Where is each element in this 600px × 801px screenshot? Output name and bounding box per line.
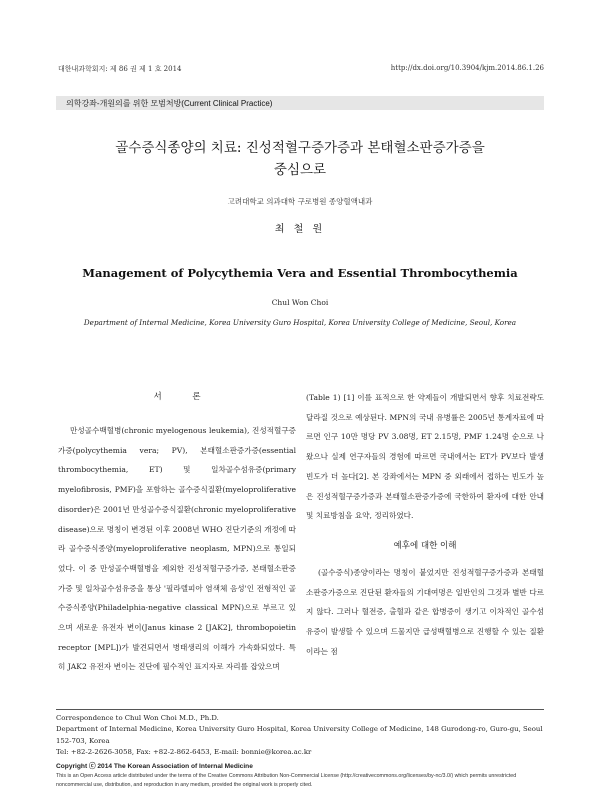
license-text: This is an Open Access article distributed under the terms of the Creative Commons Attribution Non-Commercial License (http://creativecommons.org/licenses/by-nc/3.0/) which permits unrestricted noncommercial use, distribution, and reproduction in any medium, provided the original work is properly cited. xyxy=(56,773,517,788)
footer xyxy=(56,713,546,789)
intro-heading: 서 론 xyxy=(153,392,215,402)
prognosis-heading: 예후에 대한 이해 xyxy=(393,540,457,551)
right-column xyxy=(306,388,544,661)
english-title: Management of Polycythemia Vera and Essential Thrombocythemia xyxy=(82,266,518,280)
copyright: Copyright ⓒ 2014 The Korean Association of Internal Medicine xyxy=(56,762,253,770)
section-band-label: 의학강좌-개원의를 위한 모범처방(Current Clinical Practice) xyxy=(66,99,273,108)
korean-title-line1: 골수증식종양의 치료: 진성적혈구증가증과 본태혈소판증가증을 xyxy=(115,140,485,156)
korean-author: 최 철 원 xyxy=(274,224,326,235)
left-column xyxy=(58,386,296,677)
korean-title-line2: 중심으로 xyxy=(273,162,327,178)
english-affiliation: Department of Internal Medicine, Korea University Guro Hospital, Korea University College of Medicine, Seoul, Korea xyxy=(83,318,517,327)
journal-header: 대한내과학회지: 제 86 권 제 1 호 2014 xyxy=(58,65,182,73)
doi-link[interactable]: http://dx.doi.org/10.3904/kjm.2014.86.1.26 xyxy=(390,64,544,72)
korean-title xyxy=(56,137,544,181)
english-author: Chul Won Choi xyxy=(271,298,329,307)
correspondence: Correspondence to Chul Won Choi M.D., Ph.D. xyxy=(56,714,219,722)
right-paragraph-2: (골수증식)종양이라는 명칭이 붙었지만 진성적혈구증가증과 본태혈소판증가증으로 진단된 환자들의 기대여명은 일반인의 그것과 별반 다르지 않다. 그러나 혈전증, 출혈과 같은 합병증이 생기고 이차적인 골수섬유증이 발생할 수 있으며 드물지만 급성백혈병으로 진행할 수 있는 질환이라는 점 xyxy=(306,567,544,656)
contact-info: Tel: +82-2-2626-3058, Fax: +82-2-862-6453, E-mail: bonnie@korea.ac.kr xyxy=(56,748,312,757)
korean-affiliation: 고려대학교 의과대학 구로병원 종양혈액내과 xyxy=(227,197,373,206)
footer-divider xyxy=(56,709,544,710)
intro-paragraph: 만성골수백혈병(chronic myelogenous leukemia), 진성적혈구증가증(polycythemia vera; PV), 본태혈소판증가증(essential thrombocythemia, ET) 및 일차골수섬유증(primary myelofibrosis, PMF)을 포함하는 골수증식질환(myeloproliferative disorder)은 2001년 만성골수증식질환(chronic myeloproliferative disease)으로 명칭이 변경된 이후 2008년 WHO 진단기준의 개정에 따라 골수증식종양(myeloproliferative neoplasm, MPN)으로 통일되었다. 이 중 만성골수백혈병을 제외한 진성적혈구증가증, 본태혈소판증가증 및 일차골수섬유증을 통상 '필라델피아 염색체 음성'인 전형적인 골수증식종양(Philadelphia-negative classical MPN)으로 부르고 있으며 새로운 유전자 변이(Janus kinase 2 [JAK2], thrombopoietin receptor [MPL])가 발견되면서 병태생리의 이해가 가속화되었다. 특히 JAK2 유전자 변이는 진단에 필수적인 표지자로 자리를 잡았으며 xyxy=(58,426,296,672)
section-band xyxy=(56,96,544,110)
right-paragraph-1: (Table 1) [1] 이를 표적으로 한 약제들이 개발되면서 향후 치료전략도 달라질 것으로 예상된다. MPN의 국내 유병률은 2005년 통계자료에 따르면 인구 10만 명당 PV 3.08명, ET 2.15명, PMF 1.24명 순으로 나왔으나 실제 연구자들의 경험에 따르면 국내에서는 ET가 PV보다 발생빈도가 더 높다[2]. 본 강좌에서는 MPN 중 외래에서 접하는 빈도가 높은 진성적혈구증가증과 본태혈소판증가증에 국한하여 환자에 대한 안내 및 치료방침을 요약, 정리하였다. xyxy=(306,393,544,521)
correspondence-address: Department of Internal Medicine, Korea University Guro Hospital, Korea University College of Medicine, 148 Gurodong-ro, Guro-gu, Seoul 152-703, Korea xyxy=(56,725,543,745)
